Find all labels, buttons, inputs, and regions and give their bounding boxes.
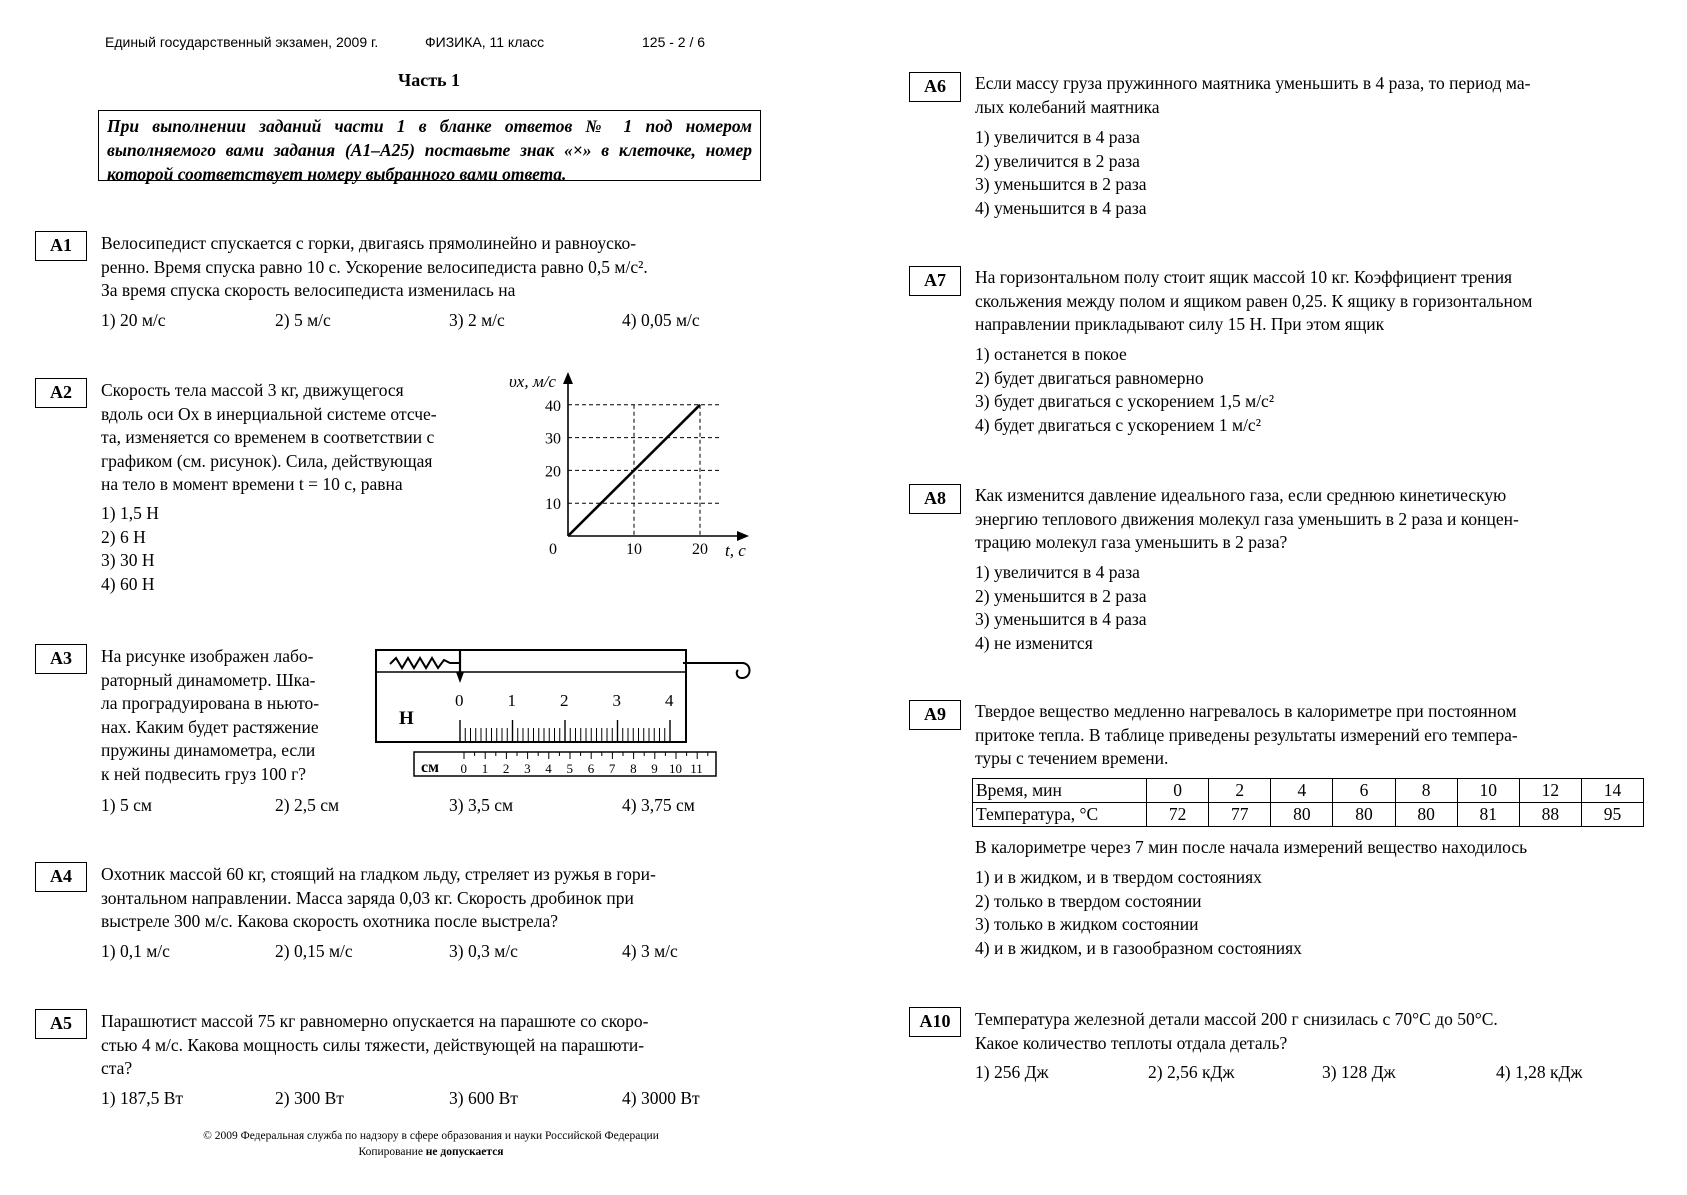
cm-unit-label: см bbox=[421, 759, 439, 776]
newton-unit-label: Н bbox=[399, 708, 414, 729]
task-label-a2: А2 bbox=[35, 378, 87, 408]
subject-header: ФИЗИКА, 11 класс bbox=[425, 34, 545, 50]
option-a2-1[interactable]: 1) 1,5 Н bbox=[101, 503, 159, 523]
task-label-a5: А5 bbox=[35, 1009, 87, 1039]
options-a7 bbox=[975, 343, 1274, 437]
question-a8-text bbox=[975, 484, 1635, 555]
option-a9-3[interactable]: 3) только в жидком состоянии bbox=[975, 914, 1199, 934]
question-line: На рисунке изображен лабо- bbox=[101, 646, 314, 666]
option-a4-1[interactable]: 1) 0,1 м/с bbox=[101, 941, 170, 961]
question-a4-text bbox=[101, 863, 761, 934]
footer-line-1: © 2009 Федеральная служба по надзору в сфере образования и науки Российской Федерации bbox=[203, 1130, 659, 1142]
option-a7-2[interactable]: 2) будет двигаться равномерно bbox=[975, 367, 1204, 388]
question-line: туры с течением времени. bbox=[975, 748, 1169, 768]
table-cell: 81 bbox=[1457, 803, 1519, 827]
dynamometer-figure bbox=[370, 646, 755, 778]
option-a1-3[interactable]: 3) 2 м/с bbox=[449, 310, 505, 330]
question-line: Если массу груза пружинного маятника уменьшить в 4 раза, то период ма- bbox=[975, 73, 1531, 93]
options-a8 bbox=[975, 561, 1147, 655]
spring bbox=[390, 658, 460, 668]
question-line: на тело в момент времени t = 10 с, равна bbox=[101, 474, 403, 494]
option-a5-2[interactable]: 2) 300 Вт bbox=[275, 1088, 344, 1108]
newton-tick-label: 4 bbox=[665, 691, 674, 710]
option-a4-3[interactable]: 3) 0,3 м/с bbox=[449, 941, 518, 961]
cm-tick-label: 3 bbox=[524, 761, 531, 776]
table-cell: 72 bbox=[1147, 803, 1209, 827]
question-line: Твердое вещество медленно нагревалось в калориметре при постоянном bbox=[975, 701, 1517, 721]
newton-tick-label: 3 bbox=[612, 691, 621, 710]
option-a9-4[interactable]: 4) и в жидком, и в газообразном состояниях bbox=[975, 937, 1302, 958]
option-a8-4[interactable]: 4) не изменится bbox=[975, 632, 1093, 653]
cm-tick-label: 6 bbox=[587, 761, 595, 776]
question-line: Парашютист массой 75 кг равномерно опускается на парашюте со скоро- bbox=[101, 1011, 649, 1031]
question-line: раторный динамометр. Шка- bbox=[101, 669, 316, 690]
table-cell: 6 bbox=[1333, 779, 1395, 803]
cm-tick-label: 4 bbox=[545, 761, 552, 776]
option-a4-4[interactable]: 4) 3 м/с bbox=[622, 941, 678, 961]
table-cell: 2 bbox=[1209, 779, 1271, 803]
table-cell: 8 bbox=[1395, 779, 1457, 803]
newton-tick-label: 0 bbox=[455, 691, 464, 710]
option-a1-1[interactable]: 1) 20 м/с bbox=[101, 310, 166, 330]
pointer-arrow bbox=[456, 672, 464, 683]
option-a8-2[interactable]: 2) уменьшится в 2 раза bbox=[975, 585, 1147, 606]
option-a6-2[interactable]: 2) увеличится в 2 раза bbox=[975, 150, 1140, 171]
y-axis-label: υx, м/с bbox=[509, 372, 556, 391]
table-cell: 95 bbox=[1581, 803, 1643, 827]
question-a6-text bbox=[975, 72, 1635, 119]
option-a1-4[interactable]: 4) 0,05 м/с bbox=[622, 310, 700, 330]
part-title: Часть 1 bbox=[398, 70, 461, 90]
question-a7-text bbox=[975, 266, 1635, 337]
option-a8-3[interactable]: 3) уменьшится в 4 раза bbox=[975, 609, 1147, 629]
task-label-a1: А1 bbox=[35, 231, 87, 261]
option-a7-4[interactable]: 4) будет двигаться с ускорением 1 м/с² bbox=[975, 414, 1261, 435]
y-axis-arrow bbox=[563, 372, 573, 384]
question-a10-text bbox=[975, 1008, 1635, 1055]
question-line: Велосипедист спускается с горки, двигаясь прямолинейно и равноуско- bbox=[101, 233, 637, 253]
question-a3-text bbox=[101, 645, 363, 786]
question-a5-text bbox=[101, 1010, 761, 1081]
option-a9-2[interactable]: 2) только в твердом состоянии bbox=[975, 890, 1202, 911]
y-tick-label: 40 bbox=[545, 397, 561, 415]
table-row-header: Температура, °С bbox=[973, 803, 1147, 827]
option-a5-1[interactable]: 1) 187,5 Вт bbox=[101, 1088, 184, 1108]
option-a1-2[interactable]: 2) 5 м/с bbox=[275, 310, 331, 330]
exam-header: Единый государственный экзамен, 2009 г. bbox=[105, 34, 379, 50]
option-a9-1[interactable]: 1) и в жидком, и в твердом состояниях bbox=[975, 867, 1262, 887]
task-label-a3: А3 bbox=[35, 644, 87, 674]
table-row bbox=[973, 803, 1644, 827]
question-line: зонтальном направлении. Масса заряда 0,03 кг. Скорость дробинок при bbox=[101, 887, 634, 908]
option-a3-4[interactable]: 4) 3,75 см bbox=[622, 795, 695, 815]
question-line: ла проградуирована в ньюто- bbox=[101, 693, 320, 713]
table-cell: 0 bbox=[1147, 779, 1209, 803]
options-a2 bbox=[101, 502, 159, 596]
x-axis-label: t, с bbox=[725, 541, 746, 560]
footer-copy-text: Копирование bbox=[358, 1146, 426, 1158]
page-number: 125 - 2 / 6 bbox=[642, 34, 706, 50]
task-label-a8: А8 bbox=[909, 484, 961, 514]
question-a9-text bbox=[975, 700, 1635, 771]
option-a5-4[interactable]: 4) 3000 Вт bbox=[622, 1088, 700, 1108]
cm-tick-label: 0 bbox=[460, 761, 467, 776]
question-line: выстреле 300 м/с. Какова скорость охотника после выстрела? bbox=[101, 911, 559, 931]
question-line: направлении прикладывают силу 15 Н. При этом ящик bbox=[975, 314, 1385, 334]
option-a4-2[interactable]: 2) 0,15 м/с bbox=[275, 941, 353, 961]
y-tick-label: 30 bbox=[545, 430, 561, 448]
question-line: ренно. Время спуска равно 10 с. Ускорение велосипедиста равно 0,5 м/с². bbox=[101, 256, 648, 277]
x-tick-label: 10 bbox=[626, 541, 642, 558]
footer-copy-forbidden: не допускается bbox=[425, 1146, 504, 1158]
table-cell: 80 bbox=[1333, 803, 1395, 827]
option-a7-1[interactable]: 1) останется в покое bbox=[975, 344, 1127, 364]
question-line: лых колебаний маятника bbox=[975, 96, 1160, 117]
question-line: графиком (см. рисунок). Сила, действующая bbox=[101, 450, 433, 471]
options-a6 bbox=[975, 126, 1147, 220]
option-a2-2[interactable]: 2) 6 Н bbox=[101, 526, 146, 547]
copyright-footer bbox=[131, 1128, 731, 1160]
question-line: стью 4 м/с. Какова мощность силы тяжести, действующей на парашюти- bbox=[101, 1034, 645, 1055]
table-cell: 80 bbox=[1271, 803, 1333, 827]
question-a1-text bbox=[101, 232, 761, 303]
question-line: Как изменится давление идеального газа, если среднюю кинетическую bbox=[975, 485, 1507, 505]
table-cell: 88 bbox=[1519, 803, 1581, 827]
question-line: скольжения между полом и ящиком равен 0,25. К ящику в горизонтальном bbox=[975, 290, 1533, 311]
question-line: энергию теплового движения молекул газа уменьшить в 2 раза и концен- bbox=[975, 508, 1519, 529]
cm-tick-label: 7 bbox=[608, 761, 616, 776]
question-a9-followup: В калориметре через 7 мин после начала измерений вещество находилось bbox=[975, 837, 1528, 857]
question-line: Температура железной детали массой 200 г снизилась с 70°С до 50°С. bbox=[975, 1009, 1498, 1029]
task-label-a7: А7 bbox=[909, 266, 961, 296]
table-cell: 77 bbox=[1209, 803, 1271, 827]
instruction-box: При выполнении заданий части 1 в бланке ответов № 1 под номером выполняемого вами задания (А1–А25) поставьте знак «×» в клеточке, номер которой соответствует номеру выбранного вами ответа. bbox=[98, 110, 761, 181]
table-cell: 10 bbox=[1457, 779, 1519, 803]
velocity-time-graph bbox=[505, 368, 755, 563]
option-a10-3[interactable]: 3) 128 Дж bbox=[1322, 1062, 1396, 1082]
option-a6-3[interactable]: 3) уменьшится в 2 раза bbox=[975, 174, 1147, 194]
table-row bbox=[973, 779, 1644, 803]
cm-tick-label: 11 bbox=[690, 761, 703, 776]
question-line: На горизонтальном полу стоит ящик массой 10 кг. Коэффициент трения bbox=[975, 267, 1513, 287]
question-line: та, изменяется со временем в соответствии с bbox=[101, 427, 435, 447]
option-a10-2[interactable]: 2) 2,56 кДж bbox=[1148, 1062, 1235, 1082]
origin-label: 0 bbox=[549, 541, 557, 558]
question-line: За время спуска скорость велосипедиста изменилась на bbox=[101, 280, 516, 300]
y-tick-label: 10 bbox=[545, 496, 561, 514]
option-a10-1[interactable]: 1) 256 Дж bbox=[975, 1062, 1049, 1082]
cm-tick-label: 5 bbox=[566, 761, 573, 776]
hook bbox=[737, 663, 750, 678]
cm-tick-label: 9 bbox=[651, 761, 658, 776]
table-cell: 12 bbox=[1519, 779, 1581, 803]
question-a2-text bbox=[101, 379, 498, 497]
x-tick-label: 20 bbox=[692, 541, 708, 558]
newton-tick-label: 2 bbox=[560, 691, 569, 710]
option-a3-1[interactable]: 1) 5 см bbox=[101, 795, 152, 815]
table-cell: 14 bbox=[1581, 779, 1643, 803]
question-line: трацию молекул газа уменьшить в 2 раза? bbox=[975, 532, 1288, 552]
footer-line-2 bbox=[131, 1144, 731, 1160]
y-tick-label: 20 bbox=[545, 463, 561, 481]
cm-tick-label: 1 bbox=[481, 761, 489, 776]
table-row-header: Время, мин bbox=[973, 779, 1147, 803]
option-a2-3[interactable]: 3) 30 Н bbox=[101, 550, 155, 570]
question-line: Какое количество теплоты отдала деталь? bbox=[975, 1032, 1288, 1053]
option-a6-1[interactable]: 1) увеличится в 4 раза bbox=[975, 127, 1140, 147]
question-line: нах. Каким будет растяжение bbox=[101, 716, 319, 737]
option-a8-1[interactable]: 1) увеличится в 4 раза bbox=[975, 562, 1140, 582]
option-a3-2[interactable]: 2) 2,5 см bbox=[275, 795, 340, 815]
question-line: к ней подвесить груз 100 г? bbox=[101, 763, 307, 784]
options-a9 bbox=[975, 866, 1302, 960]
question-line: Охотник массой 60 кг, стоящий на гладком льду, стреляет из ружья в гори- bbox=[101, 864, 656, 884]
option-a3-3[interactable]: 3) 3,5 см bbox=[449, 795, 514, 815]
question-line: вдоль оси Ox в инерциальной системе отсче- bbox=[101, 403, 437, 424]
cm-tick-label: 10 bbox=[669, 761, 682, 776]
table-cell: 4 bbox=[1271, 779, 1333, 803]
task-label-a9: А9 bbox=[909, 700, 961, 730]
option-a10-4[interactable]: 4) 1,28 кДж bbox=[1496, 1062, 1583, 1082]
question-line: ста? bbox=[101, 1058, 133, 1078]
question-line: притоке тепла. В таблице приведены результаты измерений его темпера- bbox=[975, 724, 1518, 745]
temperature-table bbox=[972, 778, 1644, 827]
table-cell: 80 bbox=[1395, 803, 1457, 827]
x-axis-arrow bbox=[737, 531, 749, 541]
option-a7-3[interactable]: 3) будет двигаться с ускорением 1,5 м/с² bbox=[975, 391, 1275, 411]
option-a2-4[interactable]: 4) 60 Н bbox=[101, 573, 155, 594]
question-line: пружины динамометра, если bbox=[101, 740, 316, 760]
cm-tick-label: 8 bbox=[630, 761, 637, 776]
newton-tick-label: 1 bbox=[507, 691, 516, 710]
cm-tick-label: 2 bbox=[502, 761, 510, 776]
question-line: Скорость тела массой 3 кг, движущегося bbox=[101, 380, 404, 400]
option-a6-4[interactable]: 4) уменьшится в 4 раза bbox=[975, 197, 1147, 218]
task-label-a6: А6 bbox=[909, 72, 961, 102]
option-a5-3[interactable]: 3) 600 Вт bbox=[449, 1088, 518, 1108]
task-label-a10: А10 bbox=[909, 1007, 961, 1037]
task-label-a4: А4 bbox=[35, 862, 87, 892]
